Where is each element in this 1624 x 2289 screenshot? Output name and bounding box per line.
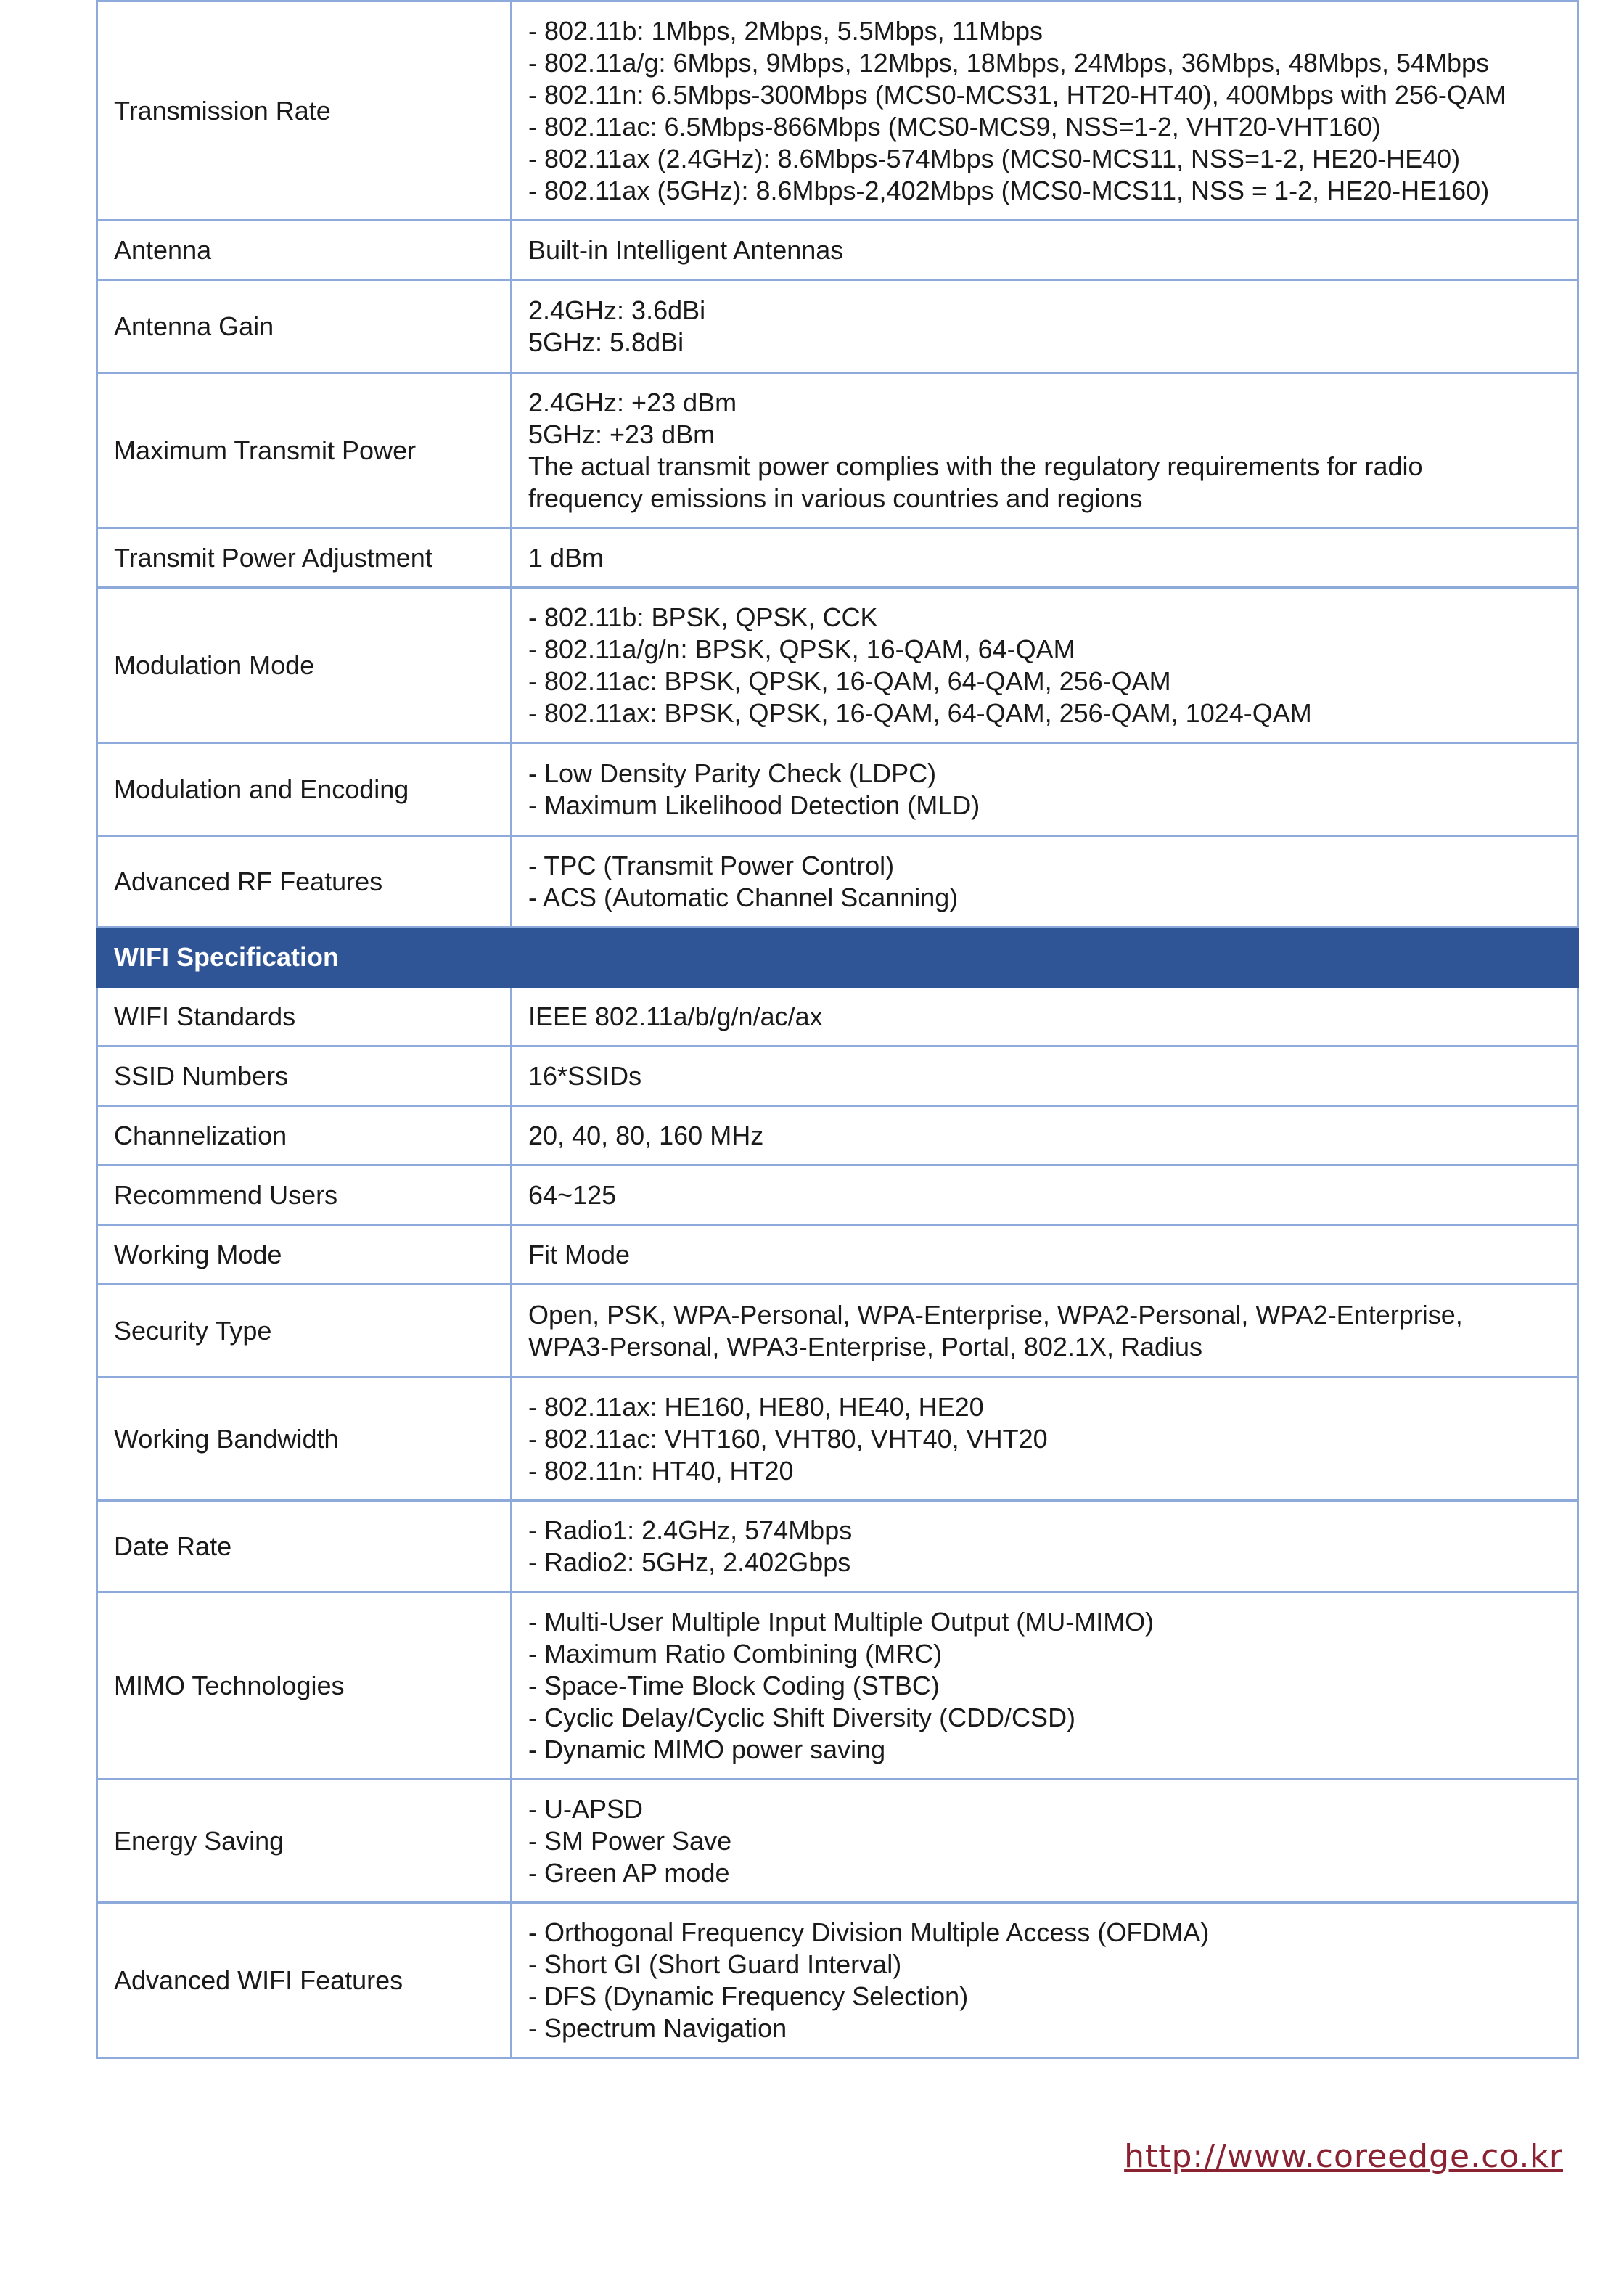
- spec-row: [97, 1780, 1578, 1903]
- spec-value: [512, 588, 1578, 743]
- spec-row: [97, 1377, 1578, 1501]
- spec-value-line: - Short GI (Short Guard Interval): [528, 1949, 902, 1979]
- spec-label: Advanced WIFI Features: [97, 1903, 512, 2058]
- footer-website-link[interactable]: http://www.coreedge.co.kr: [1124, 2138, 1563, 2175]
- spec-value-line: - ACS (Automatic Channel Scanning): [528, 882, 959, 912]
- spec-value-line: Open, PSK, WPA-Personal, WPA-Enterprise, WPA2-Personal, WPA2-Enterprise,: [528, 1299, 1463, 1330]
- spec-value: [512, 1780, 1578, 1903]
- spec-value-line: - Orthogonal Frequency Division Multiple Access (OFDMA): [528, 1917, 1210, 1947]
- spec-label: Date Rate: [97, 1501, 512, 1592]
- spec-label: Energy Saving: [97, 1780, 512, 1903]
- spec-value-line: - 802.11ax: HE160, HE80, HE40, HE20: [528, 1391, 984, 1422]
- spec-value: [512, 1501, 1578, 1592]
- spec-row: [97, 1, 1578, 221]
- spec-value-line: - Maximum Ratio Combining (MRC): [528, 1638, 943, 1668]
- spec-value-line: - 802.11ac: VHT160, VHT80, VHT40, VHT20: [528, 1423, 1048, 1454]
- spec-value-line: 16*SSIDs: [528, 1060, 642, 1091]
- spec-label: Transmit Power Adjustment: [97, 528, 512, 588]
- spec-label: SSID Numbers: [97, 1047, 512, 1106]
- spec-value-line: - 802.11ax: BPSK, QPSK, 16-QAM, 64-QAM, 256-QAM, 1024-QAM: [528, 697, 1312, 728]
- spec-row: [97, 1903, 1578, 2058]
- spec-value: [512, 1106, 1578, 1166]
- spec-value: [512, 1047, 1578, 1106]
- spec-row: [97, 1166, 1578, 1225]
- spec-label: Working Mode: [97, 1225, 512, 1285]
- section-header-title: WIFI Specification: [97, 928, 1578, 987]
- spec-value-line: - 802.11ax (2.4GHz): 8.6Mbps-574Mbps (MCS0-MCS11, NSS=1-2, HE20-HE40): [528, 143, 1461, 173]
- spec-value: [512, 1285, 1578, 1377]
- spec-row: [97, 588, 1578, 743]
- spec-value-line: - 802.11a/g/n: BPSK, QPSK, 16-QAM, 64-QAM: [528, 634, 1075, 664]
- spec-label: Modulation and Encoding: [97, 743, 512, 836]
- spec-value: [512, 1903, 1578, 2058]
- spec-table: [96, 0, 1579, 2059]
- spec-row: [97, 1047, 1578, 1106]
- spec-row: [97, 528, 1578, 588]
- spec-value: [512, 528, 1578, 588]
- spec-value: [512, 373, 1578, 528]
- spec-label: MIMO Technologies: [97, 1592, 512, 1780]
- spec-label: Security Type: [97, 1285, 512, 1377]
- spec-value-line: 1 dBm: [528, 542, 604, 573]
- spec-value-line: - Low Density Parity Check (LDPC): [528, 758, 937, 788]
- spec-value-line: The actual transmit power complies with the regulatory requirements for radio: [528, 451, 1423, 481]
- spec-row: [97, 221, 1578, 280]
- spec-value-line: - 802.11ac: BPSK, QPSK, 16-QAM, 64-QAM, 256-QAM: [528, 666, 1171, 696]
- spec-value: [512, 1166, 1578, 1225]
- spec-value-line: - 802.11b: BPSK, QPSK, CCK: [528, 602, 878, 632]
- spec-value-line: - U-APSD: [528, 1793, 644, 1824]
- spec-value-line: - 802.11n: 6.5Mbps-300Mbps (MCS0-MCS31, HT20-HT40), 400Mbps with 256-QAM: [528, 79, 1506, 110]
- spec-value-line: - Cyclic Delay/Cyclic Shift Diversity (CDD/CSD): [528, 1702, 1076, 1732]
- spec-row: [97, 743, 1578, 836]
- spec-value: [512, 1377, 1578, 1501]
- spec-value-line: 20, 40, 80, 160 MHz: [528, 1120, 764, 1150]
- spec-value-line: Built-in Intelligent Antennas: [528, 234, 844, 265]
- spec-value-line: - Spectrum Navigation: [528, 2012, 787, 2043]
- spec-label: Transmission Rate: [97, 1, 512, 221]
- spec-row: [97, 373, 1578, 528]
- spec-value-line: Fit Mode: [528, 1239, 631, 1269]
- spec-value-line: WPA3-Personal, WPA3-Enterprise, Portal, 802.1X, Radius: [528, 1331, 1203, 1361]
- spec-value: [512, 743, 1578, 836]
- spec-value-line: - Radio2: 5GHz, 2.402Gbps: [528, 1547, 851, 1577]
- spec-value-line: 2.4GHz: +23 dBm: [528, 387, 737, 417]
- spec-value-line: frequency emissions in various countries and regions: [528, 483, 1143, 513]
- spec-label: Modulation Mode: [97, 588, 512, 743]
- spec-value-line: - Space-Time Block Coding (STBC): [528, 1670, 940, 1700]
- spec-value: [512, 1592, 1578, 1780]
- spec-label: Advanced RF Features: [97, 836, 512, 928]
- spec-row: [97, 836, 1578, 928]
- spec-row: [97, 1225, 1578, 1285]
- spec-row: [97, 1285, 1578, 1377]
- spec-value: [512, 221, 1578, 280]
- spec-value: [512, 987, 1578, 1047]
- spec-value-line: - TPC (Transmit Power Control): [528, 850, 895, 880]
- spec-row: [97, 1106, 1578, 1166]
- spec-label: Channelization: [97, 1106, 512, 1166]
- spec-value-line: - 802.11b: 1Mbps, 2Mbps, 5.5Mbps, 11Mbps: [528, 15, 1043, 46]
- spec-label: Antenna Gain: [97, 280, 512, 373]
- spec-label: Working Bandwidth: [97, 1377, 512, 1501]
- spec-value: [512, 280, 1578, 373]
- spec-row: [97, 280, 1578, 373]
- spec-row: [97, 1501, 1578, 1592]
- spec-table-body: [97, 1, 1578, 2058]
- spec-value-line: 5GHz: +23 dBm: [528, 419, 715, 449]
- spec-value-line: - 802.11n: HT40, HT20: [528, 1455, 794, 1486]
- spec-value-line: - SM Power Save: [528, 1825, 732, 1856]
- spec-value-line: - Green AP mode: [528, 1857, 730, 1888]
- spec-value-line: 2.4GHz: 3.6dBi: [528, 295, 706, 325]
- spec-value-line: - Dynamic MIMO power saving: [528, 1734, 886, 1764]
- spec-value-line: - DFS (Dynamic Frequency Selection): [528, 1981, 969, 2011]
- spec-value: [512, 1, 1578, 221]
- spec-value-line: 5GHz: 5.8dBi: [528, 327, 684, 357]
- spec-value-line: - 802.11ac: 6.5Mbps-866Mbps (MCS0-MCS9, NSS=1-2, VHT20-VHT160): [528, 111, 1381, 142]
- spec-value-line: - Radio1: 2.4GHz, 574Mbps: [528, 1515, 853, 1545]
- spec-label: Antenna: [97, 221, 512, 280]
- spec-row: [97, 1592, 1578, 1780]
- spec-label: Maximum Transmit Power: [97, 373, 512, 528]
- spec-value-line: - Maximum Likelihood Detection (MLD): [528, 790, 980, 820]
- spec-value-line: 64~125: [528, 1179, 617, 1210]
- spec-label: WIFI Standards: [97, 987, 512, 1047]
- spec-row: [97, 987, 1578, 1047]
- spec-label: Recommend Users: [97, 1166, 512, 1225]
- spec-value: [512, 836, 1578, 928]
- spec-value-line: IEEE 802.11a/b/g/n/ac/ax: [528, 1001, 823, 1031]
- spec-value-line: - Multi-User Multiple Input Multiple Output (MU-MIMO): [528, 1606, 1155, 1637]
- section-header-row: [97, 928, 1578, 987]
- spec-value-line: - 802.11ax (5GHz): 8.6Mbps-2,402Mbps (MCS0-MCS11, NSS = 1-2, HE20-HE160): [528, 175, 1490, 205]
- spec-value-line: - 802.11a/g: 6Mbps, 9Mbps, 12Mbps, 18Mbps, 24Mbps, 36Mbps, 48Mbps, 54Mbps: [528, 47, 1490, 78]
- spec-value: [512, 1225, 1578, 1285]
